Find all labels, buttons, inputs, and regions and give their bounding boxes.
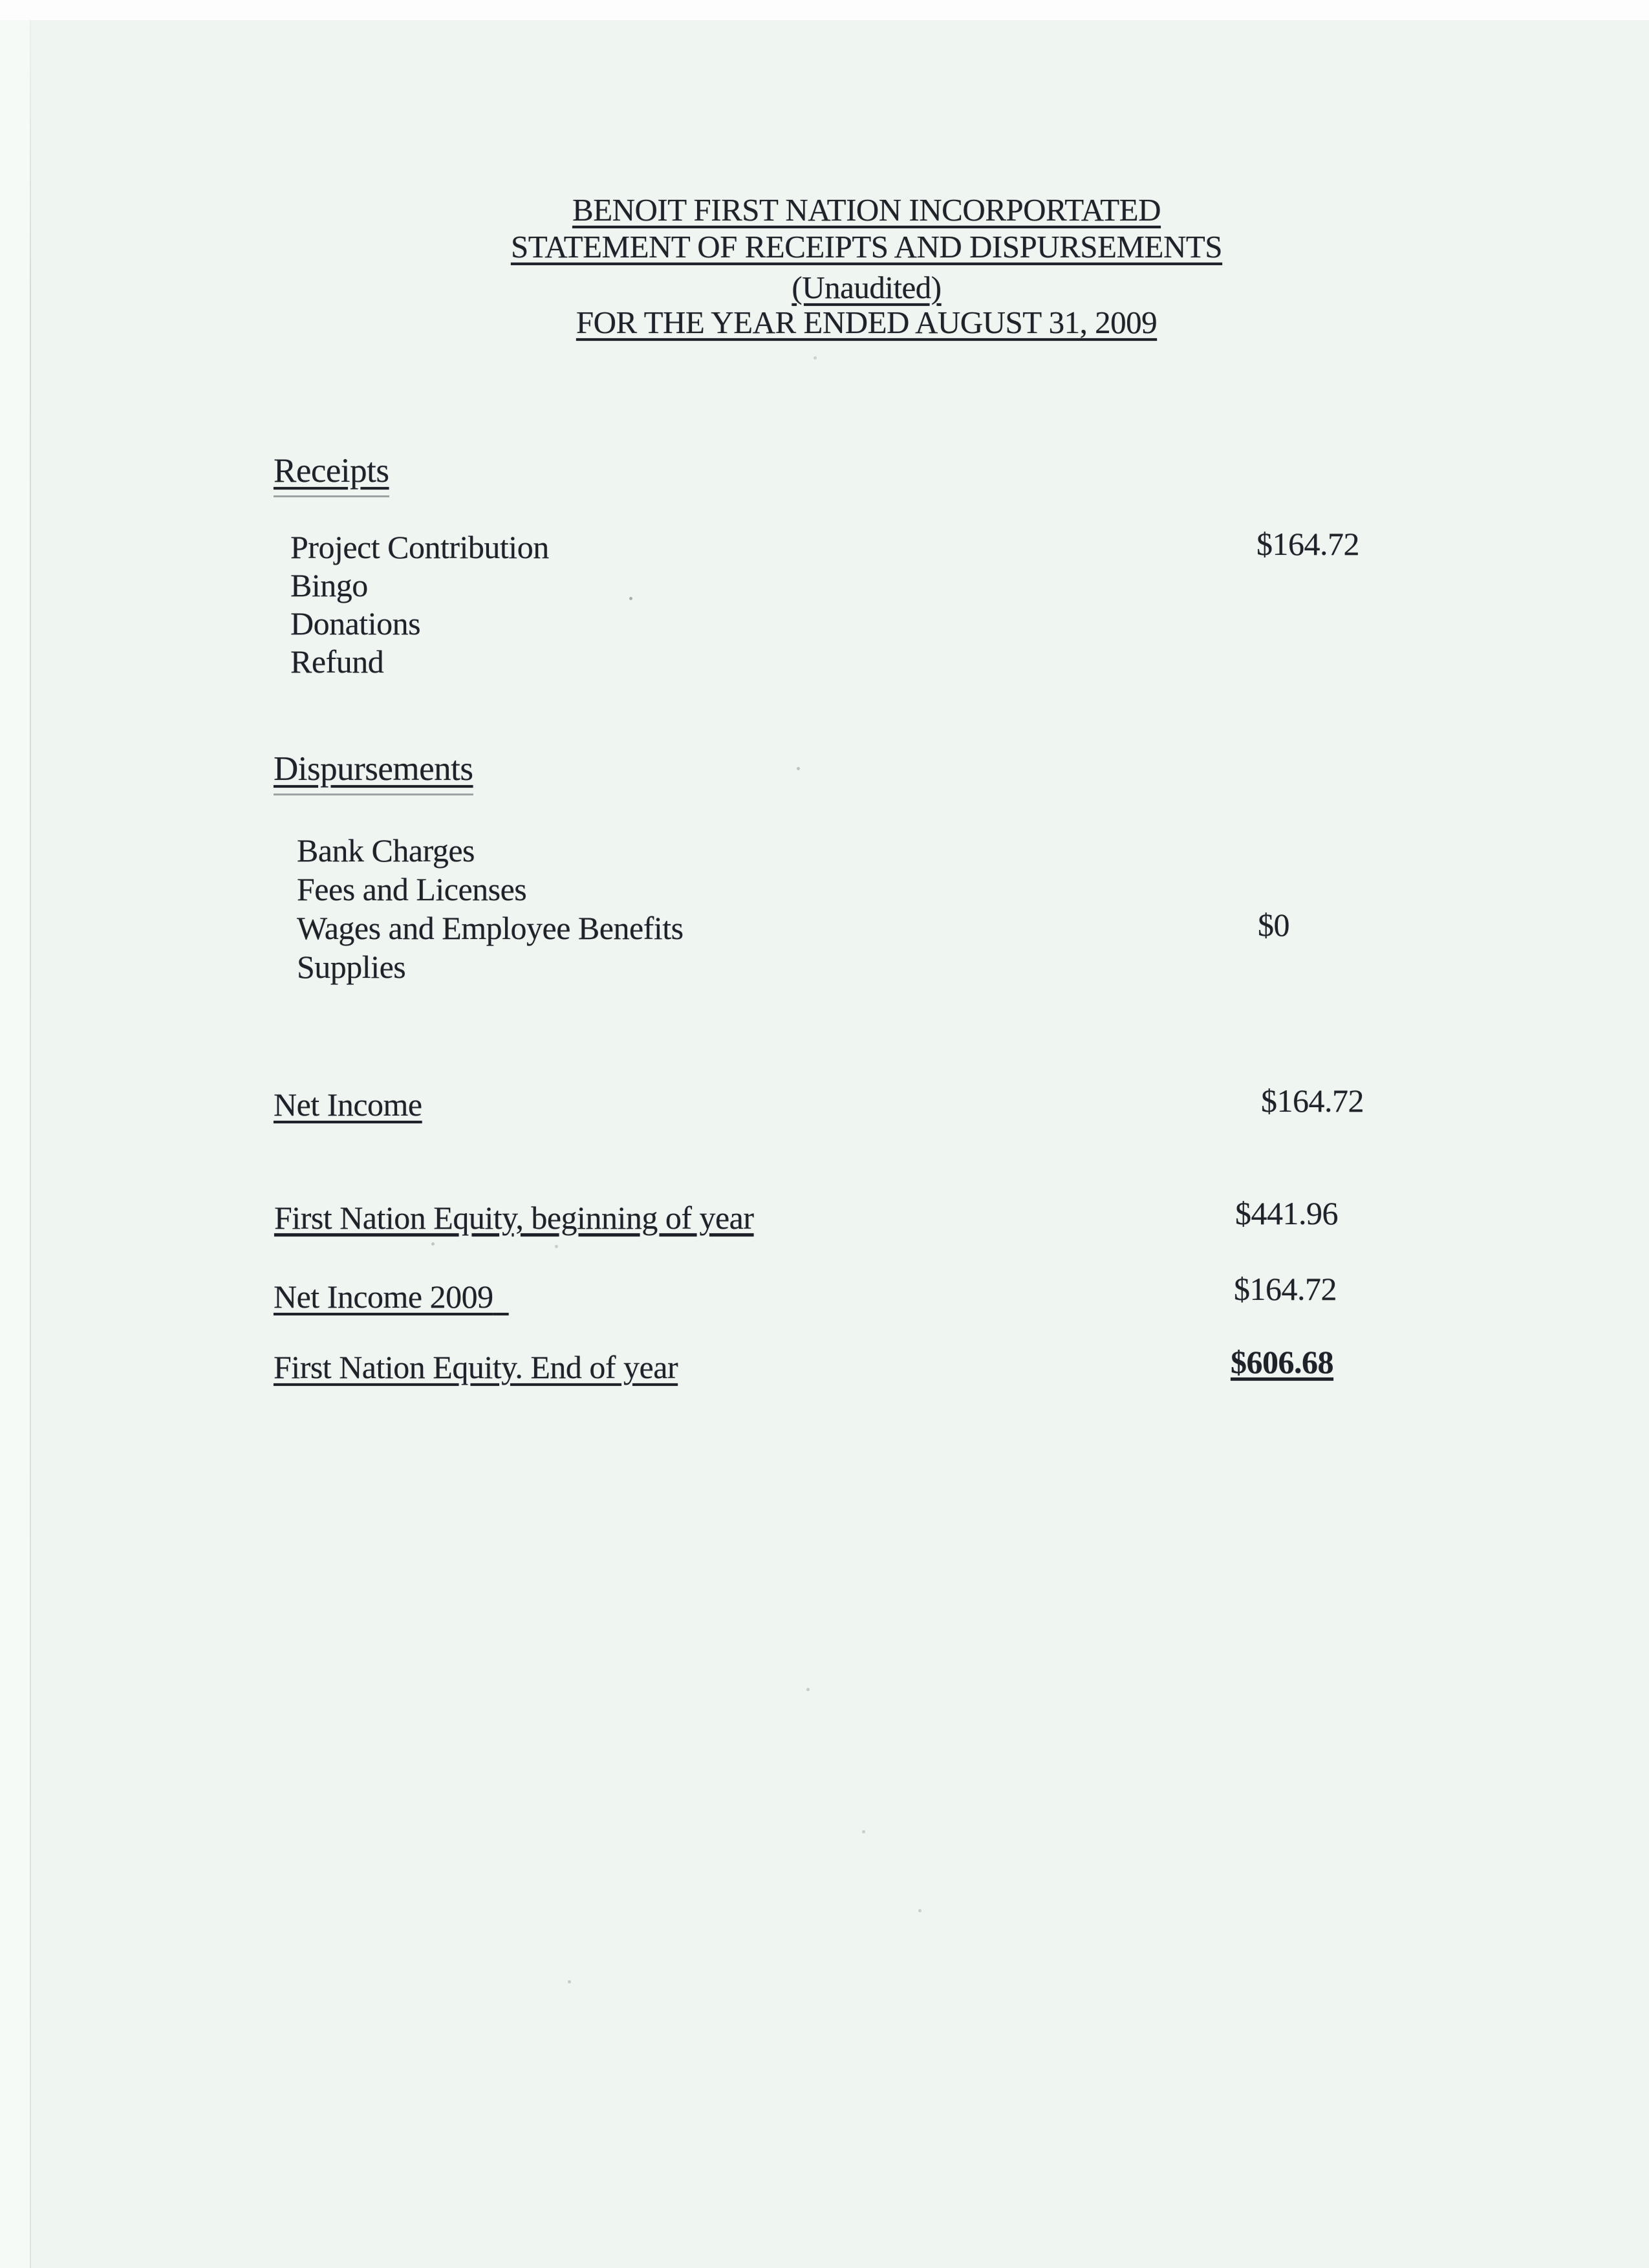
scan-speck <box>629 597 632 600</box>
receipt-row-label: Donations <box>290 605 421 642</box>
paper-edge-line <box>30 20 31 2268</box>
title-row <box>220 228 1513 266</box>
title-row <box>220 304 1513 342</box>
scanner-top-edge <box>0 0 1649 20</box>
equity-beginning-label: First Nation Equity, beginning of year <box>274 1200 754 1236</box>
scan-speck <box>555 1245 558 1248</box>
dispursement-row-label: Fees and Licenses <box>297 871 527 907</box>
title-unaudited-line: (Unaudited) <box>792 270 942 305</box>
dispursement-row-label: Supplies <box>297 949 406 985</box>
net-income-label: Net Income <box>274 1086 422 1123</box>
net-income-2009-amount: $164.72 <box>1234 1271 1337 1307</box>
equity-end-label: First Nation Equity. End of year <box>274 1349 678 1385</box>
net-income-amount: $164.72 <box>1261 1083 1364 1119</box>
title-row <box>220 191 1513 230</box>
scan-speck <box>568 1980 571 1983</box>
dispursement-row-label: Wages and Employee Benefits <box>297 910 684 946</box>
title-company-line: BENOIT FIRST NATION INCORPORTATED <box>572 192 1161 228</box>
receipt-row-label: Project Contribution <box>290 529 549 565</box>
dispursements-section-heading: Dispursements <box>274 749 473 795</box>
dispursement-row-amount: $0 <box>1258 907 1289 943</box>
net-income-2009-label: Net Income 2009 <box>274 1279 493 1315</box>
receipts-section-heading: Receipts <box>274 451 389 497</box>
scan-speck <box>431 1242 435 1246</box>
scan-speck <box>797 767 800 770</box>
scan-speck <box>918 1909 921 1912</box>
scan-speck <box>862 1830 865 1833</box>
scan-speck <box>806 1688 810 1691</box>
equity-beginning-amount: $441.96 <box>1235 1195 1338 1231</box>
title-period-line: FOR THE YEAR ENDED AUGUST 31, 2009 <box>576 305 1158 340</box>
title-row <box>220 269 1513 307</box>
receipt-row-amount: $164.72 <box>1256 526 1359 562</box>
dispursement-row-label: Bank Charges <box>297 832 475 869</box>
scan-speck <box>814 356 817 360</box>
scanner-left-margin <box>0 0 30 2268</box>
receipt-row-label: Refund <box>290 643 384 680</box>
title-statement-line: STATEMENT OF RECEIPTS AND DISPURSEMENTS <box>510 229 1223 265</box>
receipt-row-label: Bingo <box>290 567 368 603</box>
equity-end-amount: $606.68 <box>1231 1344 1333 1380</box>
